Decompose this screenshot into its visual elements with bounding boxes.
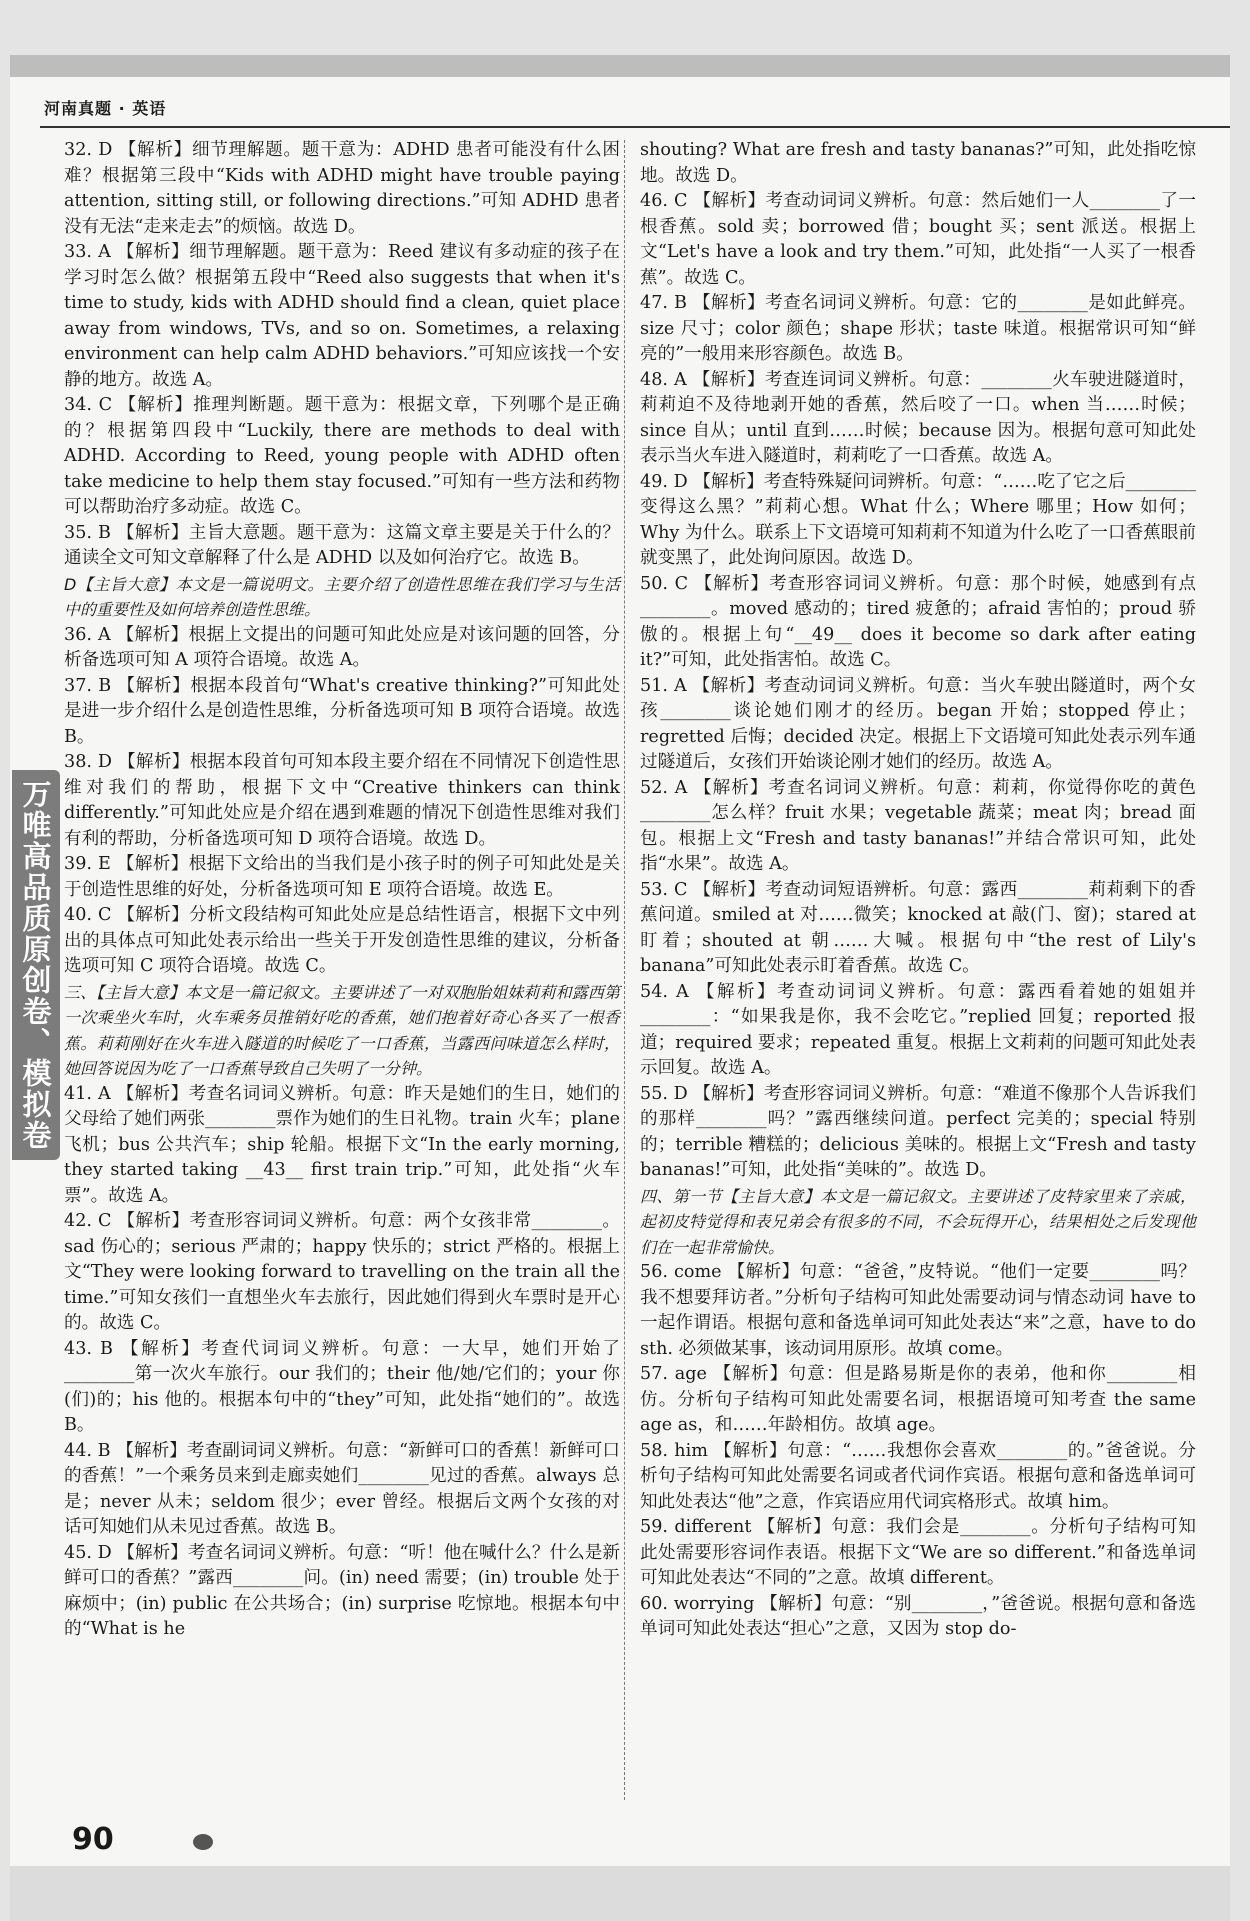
top-band [10,55,1230,77]
answer-53: 53. C 【解析】考查动词短语辨析。句意：露西________莉莉剩下的香蕉问道。smiled at 对……微笑；knocked at 敲(门、窗)；stared at 盯着；shouted at 朝……大喊。根据句中“the rest of Lily's banana”可知此处表示盯着香蕉。故选 C。 [640,879,1196,976]
answer-45-continued: shouting? What are fresh and tasty bananas?”可知，此处指吃惊地。故选 D。 [640,140,1196,186]
answer-60: 60. worrying 【解析】句意：“别________，”爸爸说。根据句意和备选单词可知此处表达“担心”之意，又因为 stop do- [640,1593,1196,1639]
answer-58: 58. him 【解析】句意：“……我想你会喜欢________的。”爸爸说。分析句子结构可知此处需要名词或者代词作宾语。根据句意和备选单词可知此处表达“他”之意，作宾语应用代词宾格形式。故填 him。 [640,1440,1196,1512]
answer-55: 55. D 【解析】考查形容词词义辨析。句意：“难道不像那个人告诉我们的那样________吗？”露西继续问道。perfect 完美的；special 特别的；terrible 糟糕的；delicious 美味的。根据上文“Fresh and tasty bananas!”可知，此处指“美味的”。故选 D。 [640,1083,1196,1180]
answer-56: 56. come 【解析】句意：“爸爸，”皮特说。“他们一定要________吗？我不想要拜访者。”分析句子结构可知此处需要动词与情态动词 have to 一起作谓语。根据句意和备选单词可知此处表达“来”之意，have to do sth. 必须做某事，该动词用原形。故填 come。 [640,1262,1196,1359]
answer-45: 45. D 【解析】考查名词词义辨析。句意：“听！他在喊什么？什么是新鲜可口的香蕉？”露西________问。(in) need 需要；(in) trouble 处于麻烦中；(in) public 在公共场合；(in) surprise 吃惊地。根据本句中的“What is he [64,1542,620,1639]
answer-32: 32. D 【解析】细节理解题。题干意为：ADHD 患者可能没有什么困难？根据第三段中“Kids with ADHD might have trouble paying attention, sitting still, or following directions.”可知 ADHD 患者没有无法“走来走去”的烦恼。故选 D。 [64,140,620,237]
footer-band [10,1866,1230,1921]
section-4-intro: 四、第一节【主旨大意】本文是一篇记叙文。主要讲述了皮特家里来了亲戚，起初皮特觉得和表兄弟会有很多的不同，不会玩得开心，结果相处之后发现他们在一起非常愉快。 [640,1186,1196,1257]
answer-39: 39. E 【解析】根据下文给出的当我们是小孩子时的例子可知此处是关于创造性思维的好处，分析备选项可知 E 项符合语境。故选 E。 [64,854,620,900]
answer-52: 52. A 【解析】考查名词词义辨析。句意：莉莉，你觉得你吃的黄色________怎么样？fruit 水果；vegetable 蔬菜；meat 肉；bread 面包。根据上文“Fresh and tasty bananas!”并结合常识可知，此处指“水果”。故选 A。 [640,777,1196,874]
section-3-intro: 三、【主旨大意】本文是一篇记叙文。主要讲述了一对双胞胎姐妹莉莉和露西第一次乘坐火车时，火车乘务员推销好吃的香蕉，她们抱着好奇心各买了一根香蕉。莉莉刚好在火车进入隧道的时候吃了一口香蕉，当露西问味道怎么样时，她回答说因为吃了一口香蕉导致自己失明了一分钟。 [64,982,620,1078]
answer-57: 57. age 【解析】句意：但是路易斯是你的表弟，他和你________相仿。分析句子结构可知此处需要名词，根据语境可知考查 the same age as，和……年龄相仿。故填 age。 [640,1364,1196,1435]
answer-35: 35. B 【解析】主旨大意题。题干意为：这篇文章主要是关于什么的？通读全文可知文章解释了什么是 ADHD 以及如何治疗它。故选 B。 [64,522,620,568]
answer-46: 46. C 【解析】考查动词词义辨析。句意：然后她们一人________了一根香蕉。sold 卖；borrowed 借；bought 买；sent 派送。根据上文“Let's have a look and try them.”可知，此处指“一人买了一根香蕉”。故选 C。 [640,191,1196,288]
answer-42: 42. C 【解析】考查形容词词义辨析。句意：两个女孩非常________。sad 伤心的；serious 严肃的；happy 快乐的；strict 严格的。根据上文“They were looking forward to travelling on the train all the time.”可知女孩们一直想坐火车去旅行，因此她们得到火车票时是开心的。故选 C。 [64,1211,620,1333]
section-d-intro: D【主旨大意】本文是一篇说明文。主要介绍了创造性思维在我们学习与生活中的重要性及如何培养创造性思维。 [64,574,620,619]
answer-54: 54. A 【解析】考查动词词义辨析。句意：露西看着她的姐姐并________：“如果我是你，我不会吃它。”replied 回复；reported 报道；required 要求；repeated 重复。根据上文莉莉的问题可知此处表示回复。故选 A。 [640,981,1196,1078]
answer-59: 59. different 【解析】句意：我们会是________。分析句子结构可知此处需要形容词作表语。根据下文“We are so different.”和备选单词可知此处表达“不同的”之意。故填 different。 [640,1517,1196,1588]
answer-33: 33. A 【解析】细节理解题。题干意为：Reed 建议有多动症的孩子在学习时怎么做？根据第五段中“Reed also suggests that when it's time to study, kids with ADHD should find a clean, quiet place away from windows, TVs, and so on. Sometimes, a relaxing environment can help calm ADHD behaviors.”可知应该找一个安静的地方。故选 A。 [64,242,620,390]
answer-40: 40. C 【解析】分析文段结构可知此处应是总结性语言，根据下文中列出的具体点可知此处表示给出一些关于开发创造性思维的建议，分析备选项可知 C 项符合语境。故选 C。 [64,905,620,976]
answer-38: 38. D 【解析】根据本段首句可知本段主要介绍在不同情况下创造性思维对我们的帮助，根据下文中“Creative thinkers can think differently.”可知此处应是介绍在遇到难题的情况下创造性思维对我们有利的帮助，分析备选项可知 D 项符合语境。故选 D。 [64,752,620,849]
footer-logo-icon [193,1834,213,1850]
right-column [640,138,1196,1643]
answer-41: 41. A 【解析】考查名词词义辨析。句意：昨天是她们的生日，她们的父母给了她们两张________票作为她们的生日礼物。train 火车；plane 飞机；bus 公共汽车；ship 轮船。根据下文“In the early morning, they started taking __43__ first train trip.”可知，此处指“火车票”。故选 A。 [64,1083,620,1206]
answer-43: 43. B 【解析】考查代词词义辨析。句意：一大早，她们开始了________第一次火车旅行。our 我们的；their 他/她/它们的；your 你(们)的；his 他的。根据本句中的“they”可知，此处指“她们的”。故选 B。 [64,1338,620,1435]
answer-44: 44. B 【解析】考查副词词义辨析。句意：“新鲜可口的香蕉！新鲜可口的香蕉！”一个乘务员来到走廊卖她们________见过的香蕉。always 总是；never 从未；seldom 很少；ever 曾经。根据后文两个女孩的对话可知她们从未见过香蕉。故选 B。 [64,1440,620,1537]
left-column [64,138,620,1643]
answer-50: 50. C 【解析】考查形容词词义辨析。句意：那个时候，她感到有点________。moved 感动的；tired 疲惫的；afraid 害怕的；proud 骄傲的。根据上句“__49__ does it become so dark after eating it?”可知，此处指害怕。故选 C。 [640,573,1196,670]
page-header: 河南真题 · 英语 [44,99,167,118]
answer-34: 34. C 【解析】推理判断题。题干意为：根据文章，下列哪个是正确的？根据第四段中“Luckily, there are methods to deal with ADHD. According to Reed, young people with ADHD often take medicine to help them stay focused.”可知有一些方法和药物可以帮助治疗多动症。故选 C。 [64,395,620,517]
answer-36: 36. A 【解析】根据上文提出的问题可知此处应是对该问题的回答，分析备选项可知 A 项符合语境。故选 A。 [64,624,620,670]
answer-47: 47. B 【解析】考查名词词义辨析。句意：它的________是如此鲜亮。size 尺寸；color 颜色；shape 形状；taste 味道。根据常识可知“鲜亮的”一般用来形容颜色。故选 B。 [640,293,1196,364]
side-tab: 万唯高品质原创卷、模拟卷 [12,770,60,1160]
answer-51: 51. A 【解析】考查动词词义辨析。句意：当火车驶出隧道时，两个女孩________谈论她们刚才的经历。began 开始；stopped 停止；regretted 后悔；decided 决定。根据上下文语境可知此处表示列车通过隧道后，女孩们开始谈论刚才她们的经历。故选 A。 [640,675,1196,772]
page-number: 90 [72,1822,114,1857]
header-rule [40,126,1230,128]
answer-49: 49. D 【解析】考查特殊疑问词辨析。句意：“……吃了它之后________变得这么黑？”莉莉心想。What 什么；Where 哪里；How 如何；Why 为什么。联系上下文语境可知莉莉不知道为什么吃了一口香蕉眼前就变黑了，此处询问原因。故选 D。 [640,471,1196,568]
column-divider [624,140,625,1800]
answer-37: 37. B 【解析】根据本段首句“What's creative thinking?”可知此处是进一步介绍什么是创造性思维，分析备选项可知 B 项符合语境。故选 B。 [64,675,620,747]
answer-48: 48. A 【解析】考查连词词义辨析。句意：________火车驶进隧道时，莉莉迫不及待地剥开她的香蕉，然后咬了一口。when 当……时候；since 自从；until 直到……时候；because 因为。根据句意可知此处表示当火车进入隧道时，莉莉吃了一口香蕉。故选 A。 [640,369,1196,466]
